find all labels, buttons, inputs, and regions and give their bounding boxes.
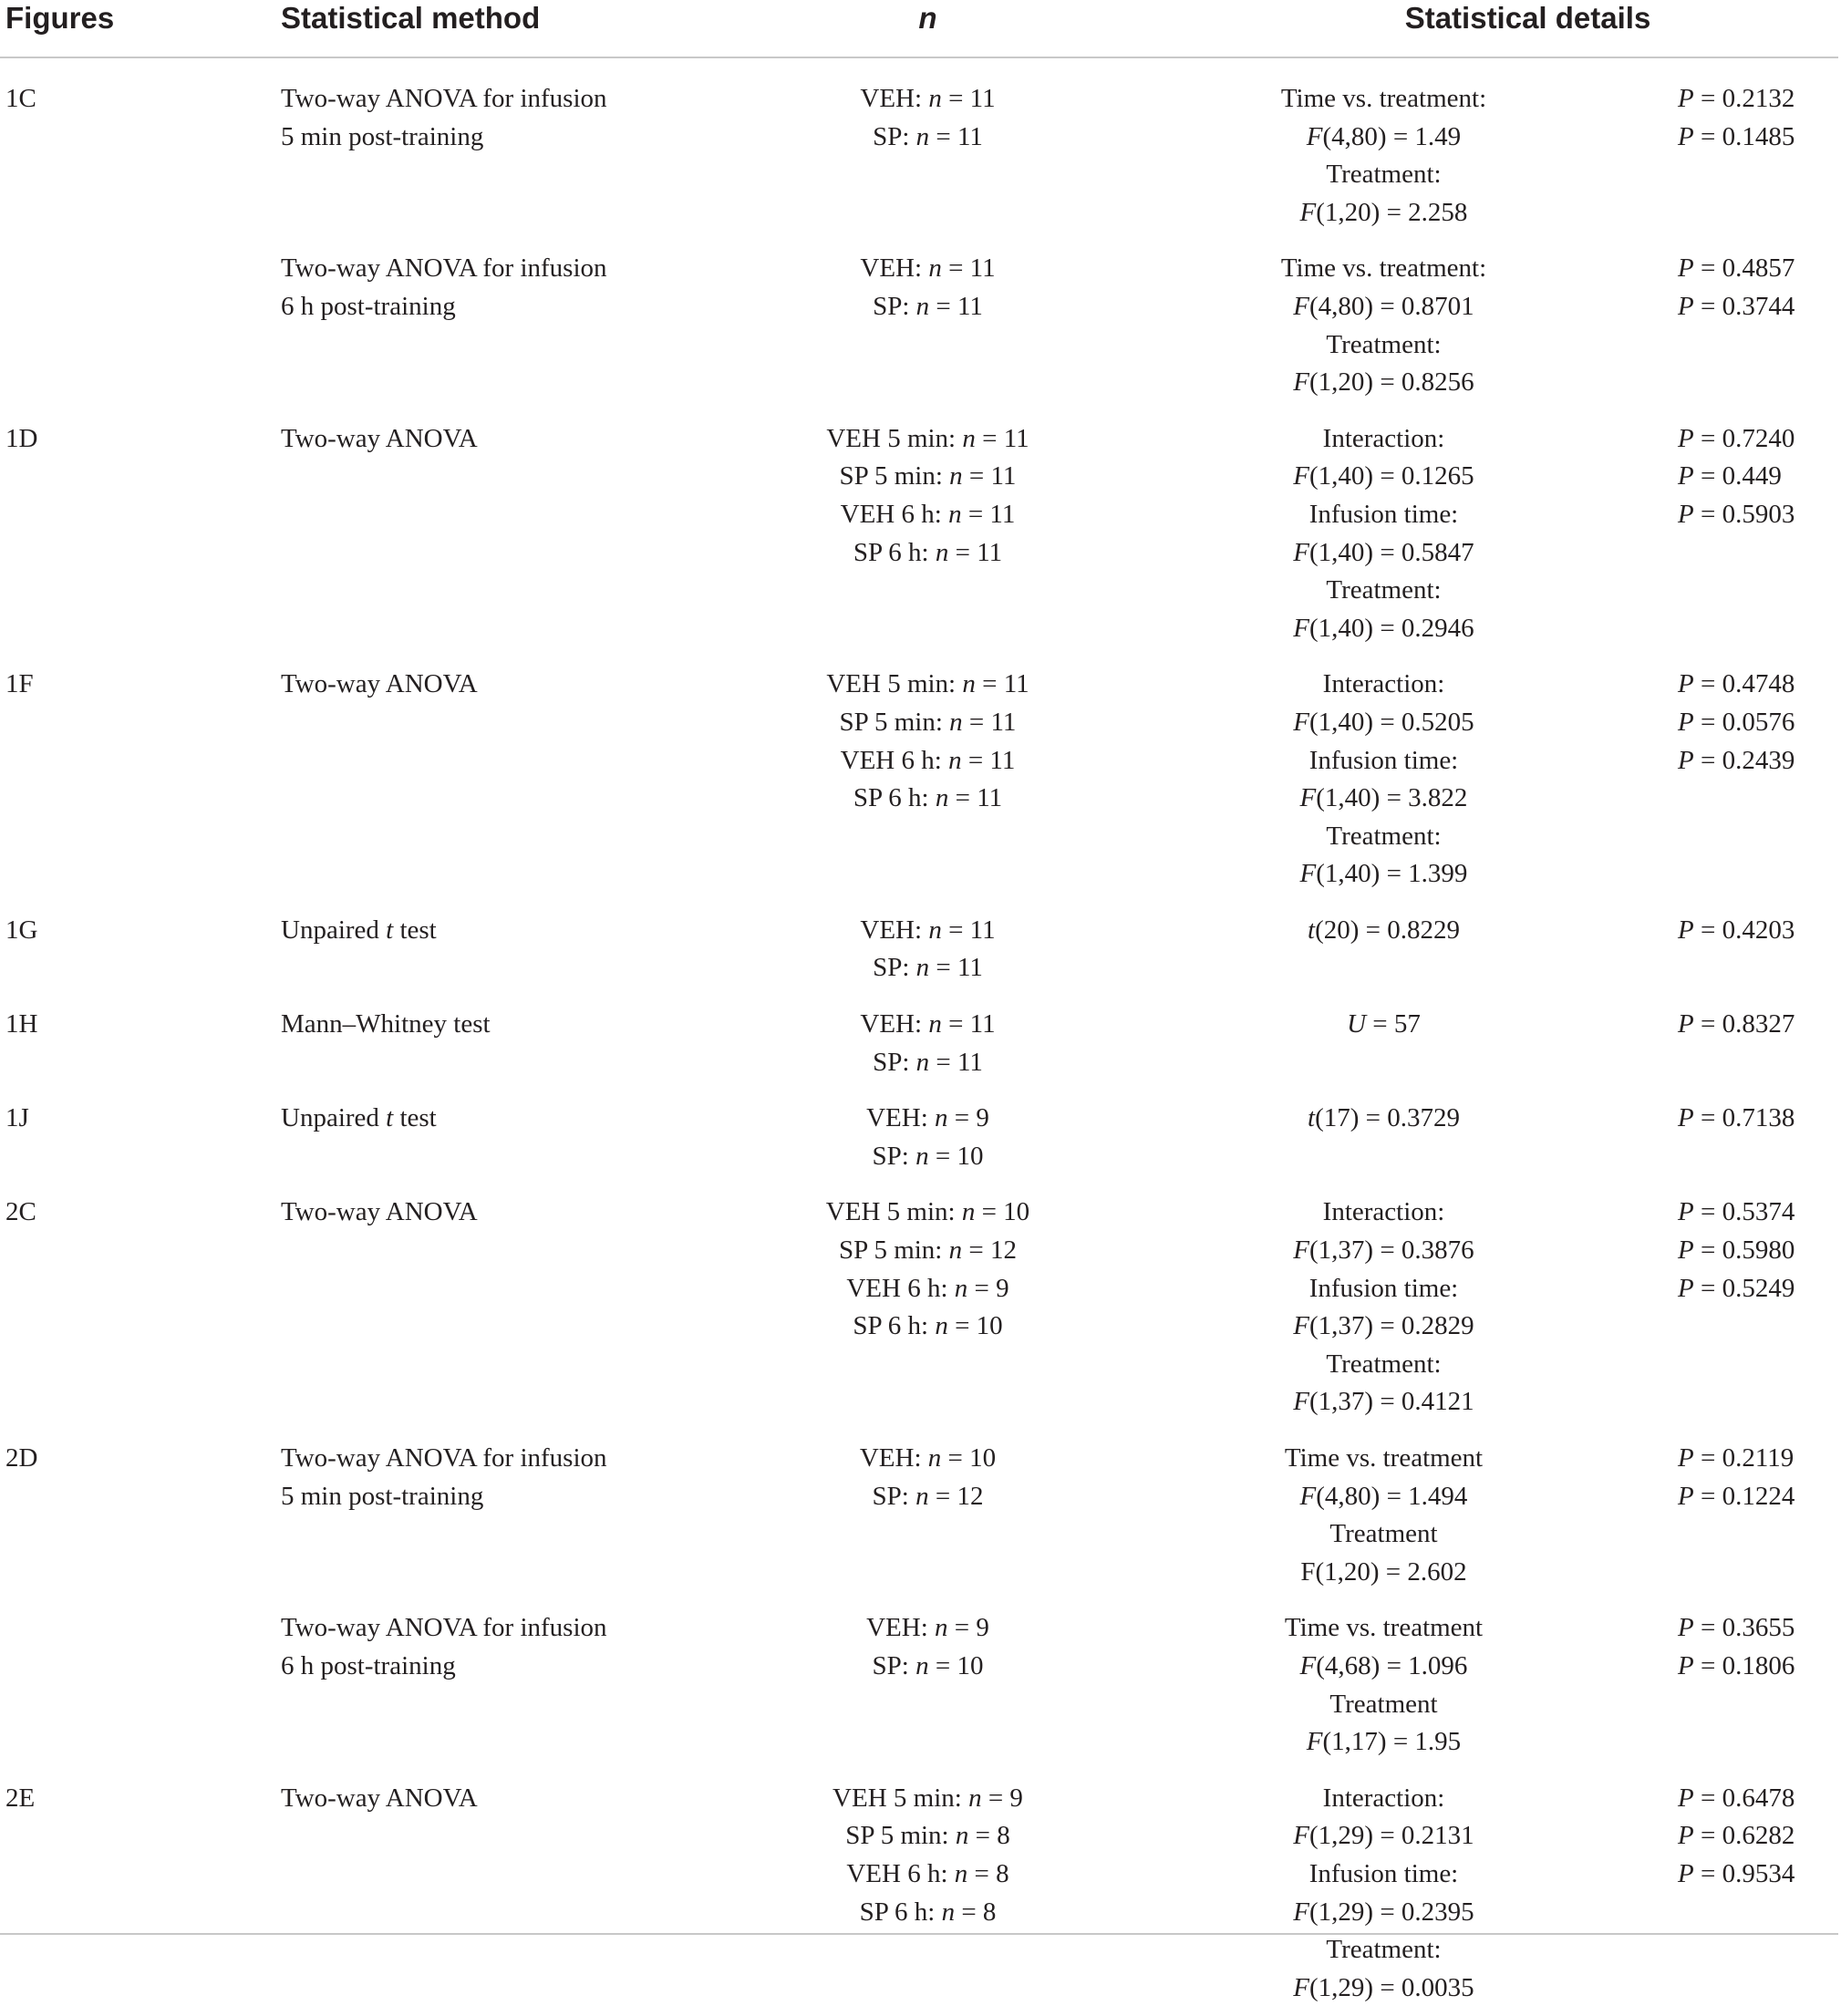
p-value-cell-line: P = 0.2439 — [1678, 745, 1795, 775]
p-value-cell-line: P = 0.1806 — [1678, 1650, 1795, 1680]
sample-size-cell-line: VEH 6 h: n = 8 — [846, 1858, 1009, 1888]
p-value-cell-line: P = 0.3655 — [1678, 1613, 1795, 1643]
statistical-method-cell-line: Two-way ANOVA for infusion — [281, 1613, 607, 1643]
figure-label — [0, 241, 274, 410]
sample-size-cell-line: SP: n = 11 — [873, 121, 983, 151]
statistical-method-cell — [274, 1771, 766, 2016]
sample-size-cell-line: VEH 5 min: n = 10 — [825, 1197, 1030, 1227]
statistical-details-cell-line: F(1,37) = 0.3876 — [1293, 1235, 1474, 1266]
sample-size-cell-line: SP: n = 12 — [872, 1481, 984, 1511]
p-value-cell-line: P = 0.4203 — [1678, 915, 1795, 945]
statistical-details-cell-line: Treatment: — [1326, 821, 1442, 851]
p-value-cell — [1678, 997, 1838, 1091]
p-value-cell — [1678, 1091, 1838, 1184]
statistical-details-cell-line: Infusion time: — [1308, 1858, 1459, 1888]
statistical-details-cell-line: Time vs. treatment: — [1280, 84, 1487, 113]
p-value-cell-line: P = 0.9534 — [1678, 1858, 1795, 1888]
statistical-details-cell-line: F(1,37) = 0.4121 — [1293, 1387, 1474, 1417]
table-row — [0, 1771, 1838, 2016]
sample-size-cell — [766, 411, 1090, 657]
p-value-cell — [1678, 411, 1838, 657]
statistical-details-cell — [1090, 1184, 1678, 1431]
sample-size-cell-line: VEH 6 h: n = 11 — [840, 745, 1016, 775]
p-value-cell-line: P = 0.0576 — [1678, 707, 1795, 737]
statistical-details-cell-line: F(1,17) = 1.95 — [1306, 1727, 1462, 1757]
p-value-cell — [1678, 1184, 1838, 1431]
statistical-method-cell-line: 6 h post-training — [281, 1650, 456, 1680]
table-row — [0, 656, 1838, 903]
p-value-cell — [1678, 656, 1838, 903]
statistical-details-cell — [1090, 1771, 1678, 2016]
sample-size-cell-line: VEH 5 min: n = 9 — [833, 1783, 1023, 1813]
statistical-method-cell-line: 6 h post-training — [281, 291, 456, 321]
statistical-details-cell-line: Treatment — [1329, 1519, 1438, 1549]
sample-size-cell-line: VEH: n = 9 — [866, 1103, 989, 1133]
sample-size-cell-line: SP 6 h: n = 8 — [859, 1897, 997, 1927]
p-value-cell-line: P = 0.1224 — [1678, 1481, 1795, 1511]
statistical-method-cell-line: 5 min post-training — [281, 121, 484, 151]
figure-label — [0, 1600, 274, 1770]
statistical-details-cell-line: F(1,40) = 0.1265 — [1293, 461, 1474, 491]
sample-size-cell-line: SP: n = 11 — [873, 1047, 983, 1077]
header-figures: Figures — [0, 0, 274, 57]
header-statistical-details: Statistical details — [1090, 0, 1838, 57]
p-value-cell — [1678, 903, 1838, 997]
sample-size-cell — [766, 1771, 1090, 2016]
p-value-cell — [1678, 1771, 1838, 2016]
p-value-cell-line: P = 0.3744 — [1678, 291, 1795, 321]
table-row — [0, 997, 1838, 1091]
statistical-details-cell — [1090, 1431, 1678, 1600]
statistical-details-cell-line: Time vs. treatment — [1284, 1613, 1484, 1643]
statistical-method-cell-line: Mann–Whitney test — [281, 1009, 491, 1039]
statistical-details-cell — [1090, 241, 1678, 410]
statistical-method-cell — [274, 997, 766, 1091]
sample-size-cell — [766, 997, 1090, 1091]
statistical-method-cell-line: Two-way ANOVA for infusion — [281, 1443, 607, 1473]
statistical-details-cell-line: F(1,40) = 0.5205 — [1293, 707, 1474, 737]
statistical-details-cell-line: F(1,20) = 0.8256 — [1293, 367, 1474, 398]
statistical-method-cell-line: Two-way ANOVA for infusion — [281, 253, 607, 284]
statistical-details-cell-line: F(4,68) = 1.096 — [1299, 1650, 1468, 1680]
statistical-method-cell-line: Unpaired t test — [281, 915, 437, 945]
sample-size-cell-line: VEH 5 min: n = 11 — [826, 423, 1029, 453]
sample-size-cell-line: SP: n = 11 — [873, 291, 983, 321]
statistical-method-cell — [274, 1600, 766, 1770]
statistical-details-cell-line: Treatment: — [1326, 575, 1442, 605]
p-value-cell-line: P = 0.4857 — [1678, 253, 1795, 284]
sample-size-cell-line: SP 5 min: n = 8 — [845, 1821, 1010, 1851]
statistical-details-cell-line: F(1,29) = 0.2395 — [1293, 1897, 1474, 1927]
p-value-cell-line: P = 0.7240 — [1678, 423, 1795, 453]
table-bottom-rule — [0, 1933, 1838, 1935]
statistical-method-cell — [274, 1431, 766, 1600]
statistical-details-cell-line: Treatment — [1329, 1689, 1438, 1719]
statistical-details-cell-line: Interaction: — [1322, 1197, 1445, 1227]
table-row — [0, 411, 1838, 657]
p-value-cell-line: P = 0.7138 — [1678, 1103, 1795, 1133]
sample-size-cell-line: VEH: n = 11 — [860, 253, 996, 284]
sample-size-cell-line: SP 5 min: n = 11 — [839, 707, 1017, 737]
statistical-method-cell — [274, 1091, 766, 1184]
sample-size-cell-line: VEH 5 min: n = 11 — [826, 669, 1029, 699]
sample-size-cell-line: SP: n = 10 — [872, 1141, 984, 1171]
sample-size-cell — [766, 1184, 1090, 1431]
figure-label: 1F — [5, 669, 34, 699]
figure-label: 1D — [5, 423, 38, 453]
sample-size-cell-line: VEH: n = 11 — [860, 84, 996, 113]
statistical-method-cell-line: Two-way ANOVA for infusion — [281, 84, 607, 113]
statistical-method-cell — [274, 1184, 766, 1431]
statistical-details-cell — [1090, 1600, 1678, 1770]
figure-label: 1H — [5, 1009, 38, 1039]
table-row — [0, 1091, 1838, 1184]
sample-size-cell-line: SP 6 h: n = 10 — [853, 1311, 1003, 1341]
statistical-details-cell-line: F(4,80) = 1.49 — [1306, 121, 1462, 151]
sample-size-cell-line: VEH: n = 9 — [866, 1613, 989, 1643]
figure-label: 1J — [5, 1103, 29, 1133]
sample-size-cell-line: VEH: n = 11 — [860, 1009, 996, 1039]
p-value-cell-line: P = 0.4748 — [1678, 669, 1795, 699]
sample-size-cell-line: SP: n = 10 — [872, 1650, 984, 1680]
sample-size-cell — [766, 656, 1090, 903]
statistical-details-cell-line: Time vs. treatment — [1284, 1443, 1484, 1473]
sample-size-cell-line: SP 5 min: n = 12 — [839, 1235, 1017, 1266]
p-value-cell-line: P = 0.2132 — [1678, 84, 1795, 113]
statistical-method-cell-line: Two-way ANOVA — [281, 669, 478, 699]
table-body — [0, 57, 1838, 2016]
p-value-cell-line: P = 0.6478 — [1678, 1783, 1795, 1813]
statistical-details-cell — [1090, 656, 1678, 903]
sample-size-cell-line: SP 5 min: n = 11 — [839, 461, 1017, 491]
statistical-details-cell-line: t(20) = 0.8229 — [1308, 915, 1460, 945]
statistical-method-cell-line: Two-way ANOVA — [281, 423, 478, 453]
table-row — [0, 1431, 1838, 1600]
statistical-details-cell-line: F(1,40) = 0.5847 — [1293, 537, 1474, 567]
statistical-method-cell-line: Unpaired t test — [281, 1103, 437, 1133]
statistical-details-cell-line: F(1,37) = 0.2829 — [1293, 1311, 1474, 1341]
statistical-method-cell — [274, 903, 766, 997]
figure-label: 1C — [5, 84, 36, 113]
sample-size-cell-line: VEH: n = 11 — [860, 915, 996, 945]
p-value-cell-line: P = 0.8327 — [1678, 1009, 1795, 1039]
sample-size-cell — [766, 903, 1090, 997]
sample-size-cell — [766, 1091, 1090, 1184]
p-value-cell-line: P = 0.2119 — [1678, 1443, 1794, 1473]
statistical-details-cell-line: Interaction: — [1322, 1783, 1445, 1813]
statistical-details-cell-line: Treatment: — [1326, 160, 1442, 190]
statistical-details-cell-line: Infusion time: — [1308, 745, 1459, 775]
p-value-cell-line: P = 0.5903 — [1678, 499, 1795, 529]
statistical-details-cell-line: F(1,40) = 3.822 — [1299, 783, 1468, 813]
statistical-details-cell-line: Interaction: — [1322, 423, 1445, 453]
statistical-details-cell-line: U = 57 — [1347, 1009, 1421, 1039]
statistical-details-cell — [1090, 57, 1678, 241]
sample-size-cell-line: VEH: n = 10 — [859, 1443, 997, 1473]
statistical-details-cell-line: Infusion time: — [1308, 1273, 1459, 1303]
p-value-cell-line: P = 0.5980 — [1678, 1235, 1795, 1266]
header-statistical-method: Statistical method — [274, 0, 766, 57]
sample-size-cell-line: SP 6 h: n = 11 — [853, 783, 1003, 813]
statistical-details-cell-line: Treatment: — [1326, 329, 1442, 359]
statistical-details-cell-line: F(4,80) = 1.494 — [1299, 1481, 1468, 1511]
statistical-details-cell — [1090, 411, 1678, 657]
sample-size-cell — [766, 57, 1090, 241]
sample-size-cell-line: VEH 6 h: n = 9 — [846, 1273, 1009, 1303]
figure-label: 2E — [5, 1783, 36, 1813]
table-row — [0, 57, 1838, 241]
statistical-method-cell — [274, 656, 766, 903]
sample-size-cell-line: VEH 6 h: n = 11 — [840, 499, 1016, 529]
statistical-details-cell — [1090, 997, 1678, 1091]
statistical-details-cell-line: Interaction: — [1322, 669, 1445, 699]
p-value-cell — [1678, 1431, 1838, 1600]
statistical-details-cell-line: F(1,20) = 2.258 — [1299, 197, 1468, 227]
sample-size-cell — [766, 1600, 1090, 1770]
statistical-details-cell-line: Treatment: — [1326, 1349, 1442, 1379]
statistical-method-cell-line: Two-way ANOVA — [281, 1197, 478, 1227]
statistical-details-cell-line: F(1,29) = 0.0035 — [1293, 1972, 1474, 2002]
table-row — [0, 241, 1838, 410]
table-row — [0, 903, 1838, 997]
figure-label: 2D — [5, 1443, 38, 1473]
statistical-details-cell-line: F(1,40) = 0.2946 — [1293, 613, 1474, 643]
p-value-cell — [1678, 241, 1838, 410]
statistical-method-cell-line: 5 min post-training — [281, 1481, 484, 1511]
p-value-cell — [1678, 57, 1838, 241]
p-value-cell-line: P = 0.6282 — [1678, 1821, 1795, 1851]
sample-size-cell-line: SP: n = 11 — [873, 953, 983, 983]
p-value-cell — [1678, 1600, 1838, 1770]
sample-size-cell-line: SP 6 h: n = 11 — [853, 537, 1003, 567]
statistical-details-cell-line: F(4,80) = 0.8701 — [1293, 291, 1474, 321]
sample-size-cell — [766, 241, 1090, 410]
statistical-details-cell-line: Time vs. treatment: — [1280, 253, 1487, 284]
p-value-cell-line: P = 0.449 — [1678, 461, 1782, 491]
statistical-details-cell-line: F(1,20) = 2.602 — [1300, 1556, 1467, 1587]
table-row — [0, 1600, 1838, 1770]
figure-label: 1G — [5, 915, 38, 945]
figure-label: 2C — [5, 1197, 36, 1227]
statistical-details-cell — [1090, 1091, 1678, 1184]
statistical-method-cell — [274, 241, 766, 410]
statistical-details-cell-line: Treatment: — [1326, 1935, 1442, 1965]
statistical-details-cell-line: t(17) = 0.3729 — [1308, 1103, 1460, 1133]
statistical-details-cell-line: F(1,29) = 0.2131 — [1293, 1821, 1474, 1851]
statistical-details-cell — [1090, 903, 1678, 997]
p-value-cell-line: P = 0.1485 — [1678, 121, 1795, 151]
statistical-details-cell-line: F(1,40) = 1.399 — [1299, 859, 1468, 889]
header-n: n — [766, 0, 1090, 57]
table-header — [0, 0, 1838, 57]
statistical-method-cell — [274, 411, 766, 657]
table-row — [0, 1184, 1838, 1431]
statistical-details-cell-line: Infusion time: — [1308, 499, 1459, 529]
sample-size-cell — [766, 1431, 1090, 1600]
p-value-cell-line: P = 0.5374 — [1678, 1197, 1795, 1227]
statistical-method-cell-line: Two-way ANOVA — [281, 1783, 478, 1813]
statistical-method-cell — [274, 57, 766, 241]
p-value-cell-line: P = 0.5249 — [1678, 1273, 1795, 1303]
